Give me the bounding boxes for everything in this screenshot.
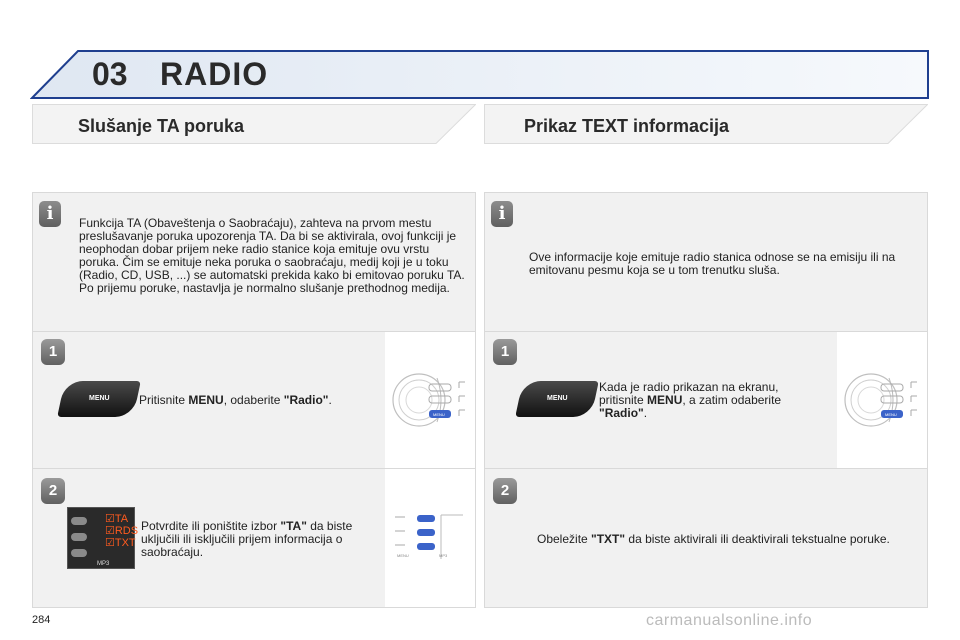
step-1-badge: 1 (41, 339, 65, 365)
ta-option-txt: ☑TXT (105, 537, 136, 549)
menu-button-label: MENU (88, 395, 110, 402)
divider (485, 468, 927, 469)
step-2-badge: 2 (41, 478, 65, 504)
controls-mp3-label: MP3 (439, 553, 448, 558)
controls-menu-label: MENU (433, 412, 445, 417)
text-bold: MENU (647, 393, 683, 407)
right-section-title: Prikaz TEXT informacija (524, 116, 730, 136)
right-panel (484, 192, 928, 608)
menu-button-label: MENU (546, 395, 568, 402)
left-panel (32, 192, 476, 608)
chapter-header (30, 48, 930, 100)
ta-knob (71, 517, 87, 525)
menu-button-illustration (515, 381, 599, 417)
menu-button-illustration (57, 381, 141, 417)
left-step-1-text (139, 394, 379, 407)
left-step-2-text (141, 520, 381, 559)
left-section-title: Slušanje TA poruka (78, 116, 245, 136)
left-section-header (32, 104, 476, 144)
watermark: carmanualsonline.info (646, 612, 813, 629)
step-2-badge: 2 (493, 478, 517, 504)
text-run: . (643, 406, 648, 420)
ta-knob (71, 549, 87, 557)
text-run: da biste uključili ili isključili prijem informacija o saobraćaju. (141, 519, 353, 559)
step-1-badge: 1 (493, 339, 517, 365)
right-section-header (484, 104, 928, 144)
text-run: Pritisnite (139, 393, 189, 407)
text-run: Potvrdite ili poništite izbor (141, 519, 281, 533)
right-info-text: Ove informacije koje emituje radio stanica odnose se na emisiju ili na emitovanu pesmu koja se u tom trenutku sluša. (529, 250, 896, 277)
text-run: , odaberite (223, 393, 284, 407)
ta-menu-screen (67, 507, 139, 569)
page-number: 284 (32, 614, 51, 626)
radio-buttons-icon (385, 469, 475, 607)
text-bold: "TA" (280, 519, 307, 533)
text-run: , a zatim odaberite (682, 393, 782, 407)
left-info-text: Funkcija TA (Obaveštenja o Saobraćaju), zahteva na prvom mestu preslušavanje poruka upozorenja TA. Da bi se aktivirala, ovoj funkciji je neophodan dobar prijem neke radio stanice koja emituje ovu vrstu poruka. Čim se emituje neka poruka o saobraćaju, medij koji je u toku (Radio, CD, USB, ...) se automatski prekida kako bi emitovao poruku TA. Po prijemu poruke, nastavlja je normalno slušanje prethodnog medija. (79, 216, 465, 295)
text-bold: "Radio" (283, 393, 329, 407)
ta-option-rds: ☑RDS (105, 525, 139, 537)
info-icon: i (491, 201, 513, 227)
ta-knob (71, 533, 87, 541)
radio-controls-icon (837, 332, 927, 468)
controls-image-cell (837, 332, 927, 468)
chapter-number: 03 (92, 56, 128, 92)
controls-image-cell (385, 469, 475, 607)
text-bold: MENU (188, 393, 224, 407)
controls-menu-label: MENU (885, 412, 897, 417)
ta-mp3-label: MP3 (97, 561, 110, 567)
text-run: Obeležite (537, 532, 592, 546)
text-bold: "Radio" (599, 406, 644, 420)
text-run: . (328, 393, 332, 407)
ta-option-ta: ☑TA (105, 513, 129, 525)
radio-controls-icon (385, 332, 475, 468)
right-step-2-text (537, 533, 927, 546)
controls-image-cell (385, 332, 475, 468)
info-icon: i (39, 201, 61, 227)
text-run: da biste aktivirali ili deaktivirali tekstualne poruke. (625, 532, 890, 546)
right-step-1-text (599, 381, 819, 420)
chapter-title: RADIO (160, 56, 269, 92)
text-bold: "TXT" (591, 532, 626, 546)
text-run: Kada je radio prikazan na ekranu, pritisnite (599, 380, 779, 407)
controls-menu-label: MENU (397, 553, 409, 558)
